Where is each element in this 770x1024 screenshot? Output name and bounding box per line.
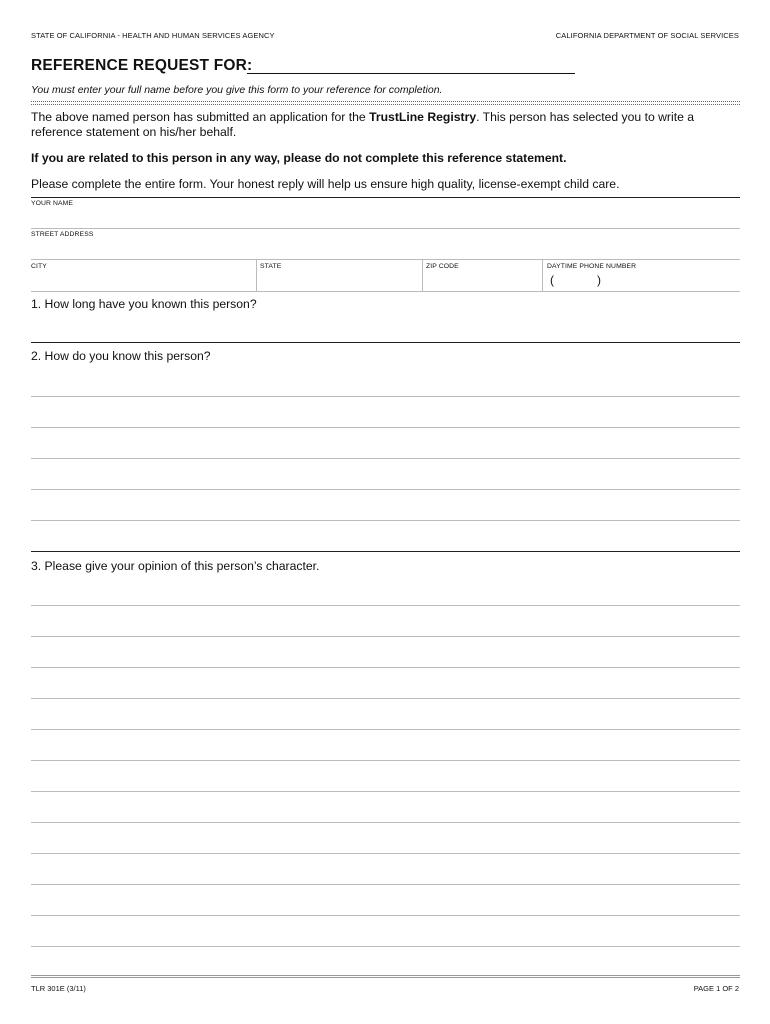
daytime-phone-field[interactable] [543,270,740,291]
field-block-top-border [31,197,740,198]
form-title: REFERENCE REQUEST FOR: [31,57,253,74]
trustline-registry-text: TrustLine Registry [369,110,477,124]
phone-area-close-paren: ) [597,273,601,287]
intro-paragraph [31,110,741,140]
city-field[interactable] [31,270,255,291]
field-divider [31,228,740,229]
state-field[interactable] [257,270,421,291]
section-divider [31,551,740,552]
separator-dotted [31,104,740,105]
section-divider [31,342,740,343]
street-address-label: STREET ADDRESS [31,231,94,238]
agency-right-header: CALIFORNIA DEPARTMENT OF SOCIAL SERVICES [555,31,739,40]
intro-text-1: The above named person has submitted an application for the [31,110,370,124]
street-address-field[interactable] [31,238,740,259]
answer-line [31,729,740,730]
answer-line [31,760,740,761]
state-label: STATE [260,263,282,270]
answer-line [31,946,740,947]
separator-dotted [31,101,740,102]
your-name-field[interactable] [31,207,740,228]
answer-line [31,636,740,637]
answer-line [31,489,740,490]
your-name-label: YOUR NAME [31,200,74,207]
field-divider [31,259,740,260]
zip-code-field[interactable] [423,270,541,291]
answer-line [31,884,740,885]
question-1: 1. How long have you known this person? [31,297,257,311]
question-3: 3. Please give your opinion of this person’s character. [31,559,320,573]
form-id: TLR 301E (3/11) [31,984,86,993]
intro-text-2: . This person has selected you to write a reference statement on his/her behalf. [31,110,695,139]
answer-line [31,427,740,428]
zip-code-label: ZIP CODE [426,263,459,270]
city-label: CITY [31,263,47,270]
form-subtitle: You must enter your full name before you give this form to your reference for completion. [31,84,443,96]
related-warning: If you are related to this person in any way, please do not complete this reference statement. [31,151,567,165]
answer-line [31,667,740,668]
answer-line [31,396,740,397]
answer-line [31,915,740,916]
daytime-phone-label: DAYTIME PHONE NUMBER [547,263,637,270]
answer-line [31,791,740,792]
agency-left-header: STATE OF CALIFORNIA - HEALTH AND HUMAN SERVICES AGENCY [31,31,275,40]
answer-line [31,605,740,606]
answer-line [31,853,740,854]
instruction-text: Please complete the entire form. Your honest reply will help us ensure high quality, license-exempt child care. [31,177,620,191]
answer-line [31,698,740,699]
page-number: PAGE 1 OF 2 [693,984,739,993]
question-2: 2. How do you know this person? [31,349,211,363]
answer-line [31,822,740,823]
answer-line [31,458,740,459]
answer-line [31,520,740,521]
footer-separator [31,975,740,978]
field-divider [31,291,740,292]
phone-area-open-paren: ( [550,273,554,287]
question-1-answer-area[interactable] [31,313,740,342]
applicant-name-line[interactable] [247,73,575,74]
